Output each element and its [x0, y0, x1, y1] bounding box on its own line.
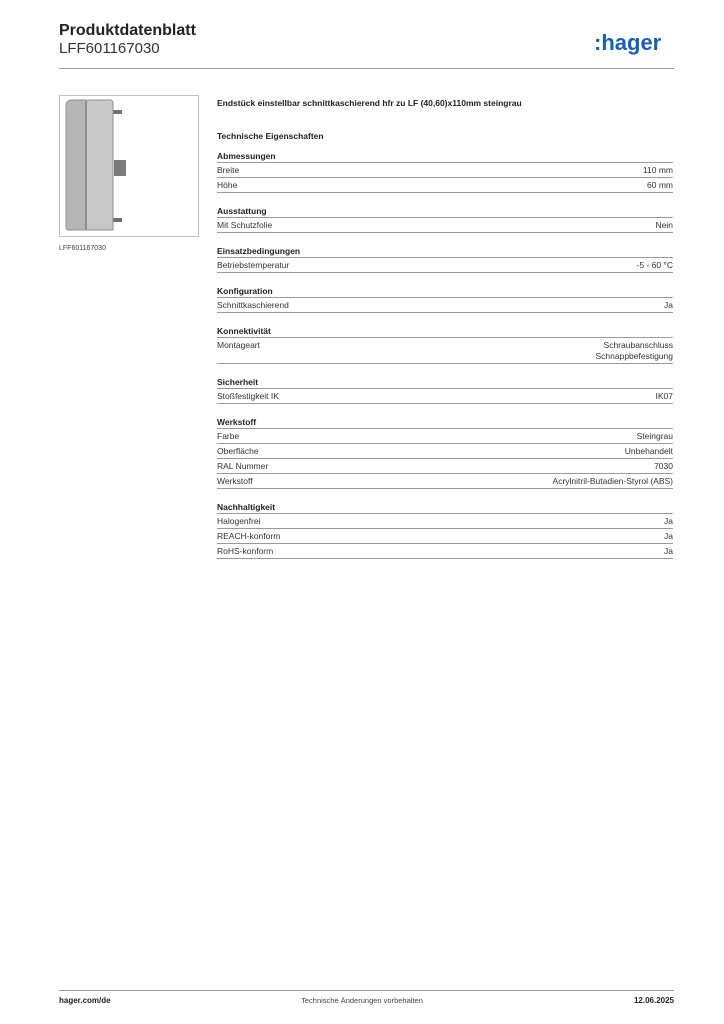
section-title: Abmessungen: [217, 150, 673, 163]
spec-row: [217, 163, 673, 178]
footer-divider: [59, 990, 674, 991]
page-title: Produktdatenblatt: [59, 22, 196, 39]
spec-label: Halogenfrei: [217, 516, 261, 526]
hager-logo: [594, 30, 674, 56]
product-description: Endstück einstellbar schnittkaschierend hfr zu LF (40,60)x110mm steingrau: [217, 98, 522, 108]
header-divider: [59, 68, 674, 69]
spec-row: [217, 429, 673, 444]
spec-label: Oberfläche: [217, 446, 259, 456]
spec-label: Betriebstemperatur: [217, 260, 290, 270]
spec-value: 110 mm: [642, 165, 673, 175]
spec-value: Nein: [655, 220, 673, 230]
spec-row: [217, 298, 673, 313]
product-details: [217, 96, 673, 559]
spec-section: [217, 325, 673, 364]
spec-label: Stoßfestigkeit IK: [217, 391, 279, 401]
section-title: Ausstattung: [217, 205, 673, 218]
properties-heading: Technische Eigenschaften: [217, 131, 324, 141]
spec-row: [217, 258, 673, 273]
spec-value: IK07: [655, 391, 673, 401]
spec-label: Montageart: [217, 340, 260, 350]
spec-section: [217, 150, 673, 193]
footer-website: hager.com/de: [59, 996, 111, 1005]
spec-section: [217, 416, 673, 489]
end-piece-illustration: [60, 96, 198, 236]
spec-row: [217, 338, 673, 364]
spec-section: [217, 285, 673, 313]
spec-row: [217, 444, 673, 459]
section-title: Werkstoff: [217, 416, 673, 429]
spec-row: [217, 218, 673, 233]
spec-value: 60 mm: [647, 180, 673, 190]
spec-value: 7030: [654, 461, 673, 471]
spec-label: Mit Schutzfolie: [217, 220, 273, 230]
section-title: Sicherheit: [217, 376, 673, 389]
section-title: Nachhaltigkeit: [217, 501, 673, 514]
footer-date: 12.06.2025: [633, 996, 674, 1005]
spec-row: [217, 474, 673, 489]
section-title: Konnektivität: [217, 325, 673, 338]
spec-value: Schraubanschluss Schnappbefestigung: [595, 340, 673, 361]
logo-text: :hager: [594, 30, 662, 55]
spec-value: Ja: [664, 546, 673, 556]
spec-label: RoHS-konform: [217, 546, 274, 556]
spec-value: Ja: [664, 531, 673, 541]
spec-row: [217, 459, 673, 474]
spec-row: [217, 544, 673, 559]
spec-value: Ja: [664, 300, 673, 310]
section-title: Einsatzbedingungen: [217, 245, 673, 258]
spec-value: Unbehandelt: [624, 446, 673, 456]
properties-table: [217, 150, 673, 559]
spec-value: -5 - 60 °C: [636, 260, 673, 270]
spec-label: Farbe: [217, 431, 240, 441]
spec-label: REACH-konform: [217, 531, 281, 541]
spec-section: [217, 376, 673, 404]
spec-label: RAL Nummer: [217, 461, 269, 471]
spec-row: [217, 178, 673, 193]
spec-row: [217, 389, 673, 404]
spec-row: [217, 514, 673, 529]
spec-section: [217, 205, 673, 233]
spec-label: Schnittkaschierend: [217, 300, 289, 310]
spec-value: Acrylnitril-Butadien-Styrol (ABS): [552, 476, 673, 486]
product-code: LFF601167030: [59, 40, 160, 57]
spec-row: [217, 529, 673, 544]
spec-section: [217, 501, 673, 559]
image-caption: LFF601167030: [59, 245, 106, 252]
spec-label: Höhe: [217, 180, 238, 190]
footer-note: Technische Änderungen vorbehalten: [301, 996, 423, 1005]
spec-value: Steingrau: [636, 431, 673, 441]
section-title: Konfiguration: [217, 285, 673, 298]
spec-label: Werkstoff: [217, 476, 253, 486]
spec-value: Ja: [664, 516, 673, 526]
spec-section: [217, 245, 673, 273]
spec-label: Breite: [217, 165, 240, 175]
product-image: [59, 95, 199, 237]
